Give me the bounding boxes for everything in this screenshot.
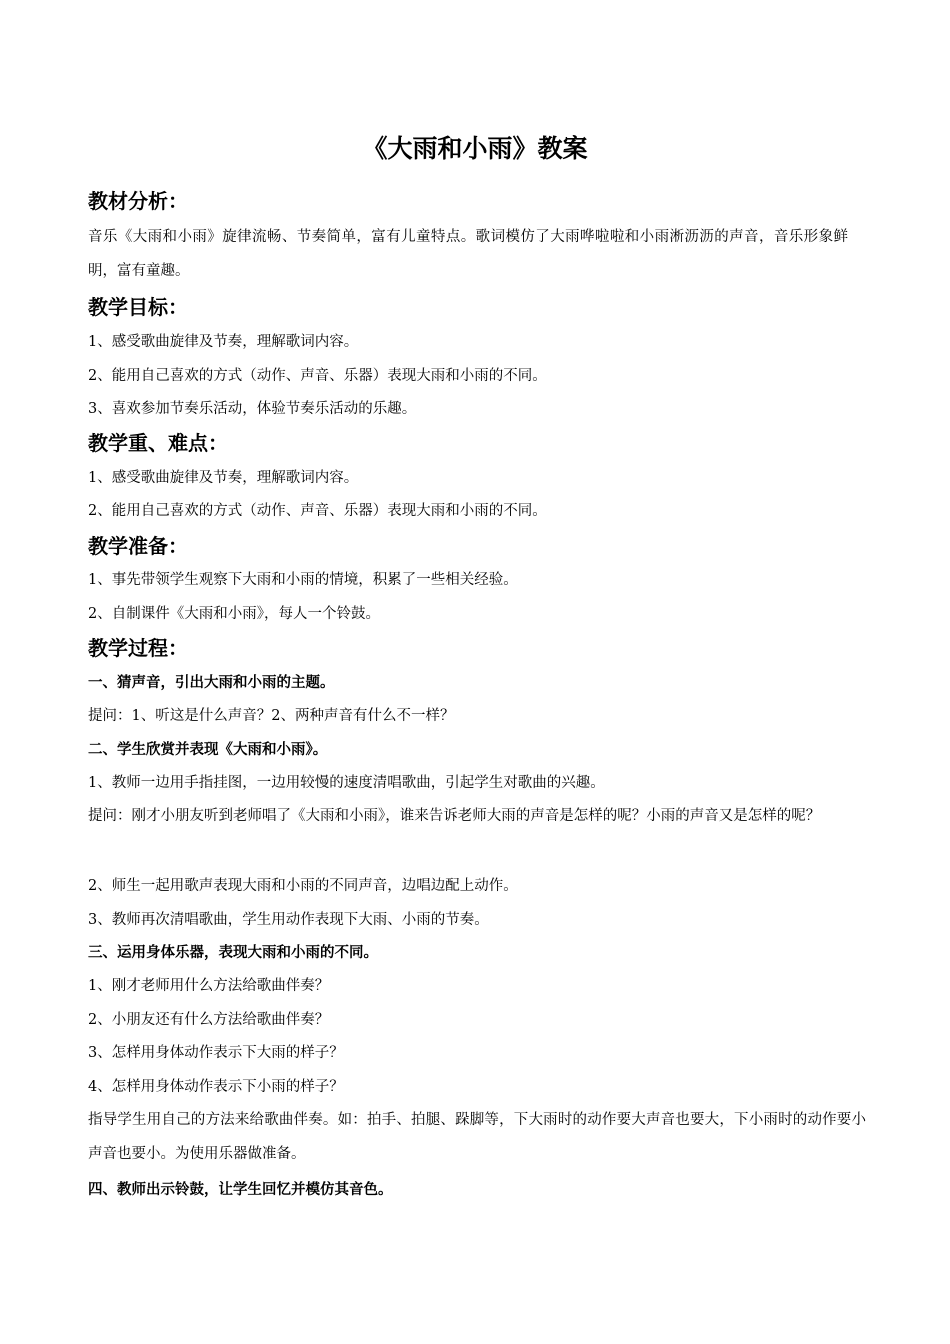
- process-step-4-title: 四、教师出示铃鼓，让学生回忆并模仿其音色。: [88, 1182, 393, 1198]
- goal-item-1: 1、感受歌曲旋律及节奏，理解歌词内容。: [88, 334, 359, 350]
- heading-analysis: 教材分析：: [88, 189, 188, 213]
- process-step-3-item-1: 1、刚才老师用什么方法给歌曲伴奏？: [88, 978, 330, 994]
- process-step-3-title: 三、运用身体乐器，表现大雨和小雨的不同。: [88, 945, 378, 961]
- preparation-item-1: 1、事先带领学生观察下大雨和小雨的情境，积累了一些相关经验。: [88, 572, 518, 588]
- process-step-1-question: 提问：1、听这是什么声音？2、两种声音有什么不一样？: [88, 708, 455, 724]
- process-step-3-item-4: 4、怎样用身体动作表示下小雨的样子？: [88, 1079, 344, 1095]
- heading-process: 教学过程：: [88, 636, 188, 660]
- goal-item-3: 3、喜欢参加节奏乐活动，体验节奏乐活动的乐趣。: [88, 401, 417, 417]
- preparation-item-2: 2、自制课件《大雨和小雨》，每人一个铃鼓。: [88, 606, 380, 622]
- heading-key-points: 教学重、难点：: [88, 431, 228, 455]
- heading-preparation: 教学准备：: [88, 534, 188, 558]
- process-step-2-title: 二、学生欣赏并表现《大雨和小雨》。: [88, 742, 328, 758]
- process-step-3-item-3: 3、怎样用身体动作表示下大雨的样子？: [88, 1045, 344, 1061]
- process-step-3-guide: 指导学生用自己的方法来给歌曲伴奏。如：拍手、拍腿、跺脚等，下大雨时的动作要大声音也要大，下小雨时的动作要小声音也要小。为使用乐器做准备。: [88, 1112, 866, 1162]
- goal-item-2: 2、能用自己喜欢的方式（动作、声音、乐器）表现大雨和小雨的不同。: [88, 368, 547, 384]
- process-step-2-line-1: 1、教师一边用手指挂图，一边用较慢的速度清唱歌曲，引起学生对歌曲的兴趣。: [88, 775, 605, 791]
- process-step-1-title: 一、猜声音，引出大雨和小雨的主题。: [88, 675, 335, 691]
- process-step-3-item-2: 2、小朋友还有什么方法给歌曲伴奏？: [88, 1012, 330, 1028]
- analysis-body: 音乐《大雨和小雨》旋律流畅、节奏简单，富有儿童特点。歌词模仿了大雨哗啦啦和小雨淅沥沥的声音，音乐形象鲜明，富有童趣。: [88, 229, 848, 279]
- key-point-item-1: 1、感受歌曲旋律及节奏，理解歌词内容。: [88, 470, 359, 486]
- key-point-item-2: 2、能用自己喜欢的方式（动作、声音、乐器）表现大雨和小雨的不同。: [88, 503, 547, 519]
- heading-goals: 教学目标：: [88, 295, 188, 319]
- process-step-2-line-2: 2、师生一起用歌声表现大雨和小雨的不同声音，边唱边配上动作。: [88, 878, 518, 894]
- process-step-2-question: 提问：刚才小朋友听到老师唱了《大雨和小雨》，谁来告诉老师大雨的声音是怎样的呢？小雨的声音又是怎样的呢？: [88, 808, 821, 824]
- process-step-2-line-3: 3、教师再次清唱歌曲，学生用动作表现下大雨、小雨的节奏。: [88, 912, 489, 928]
- document-title: 《大雨和小雨》教案: [362, 134, 588, 163]
